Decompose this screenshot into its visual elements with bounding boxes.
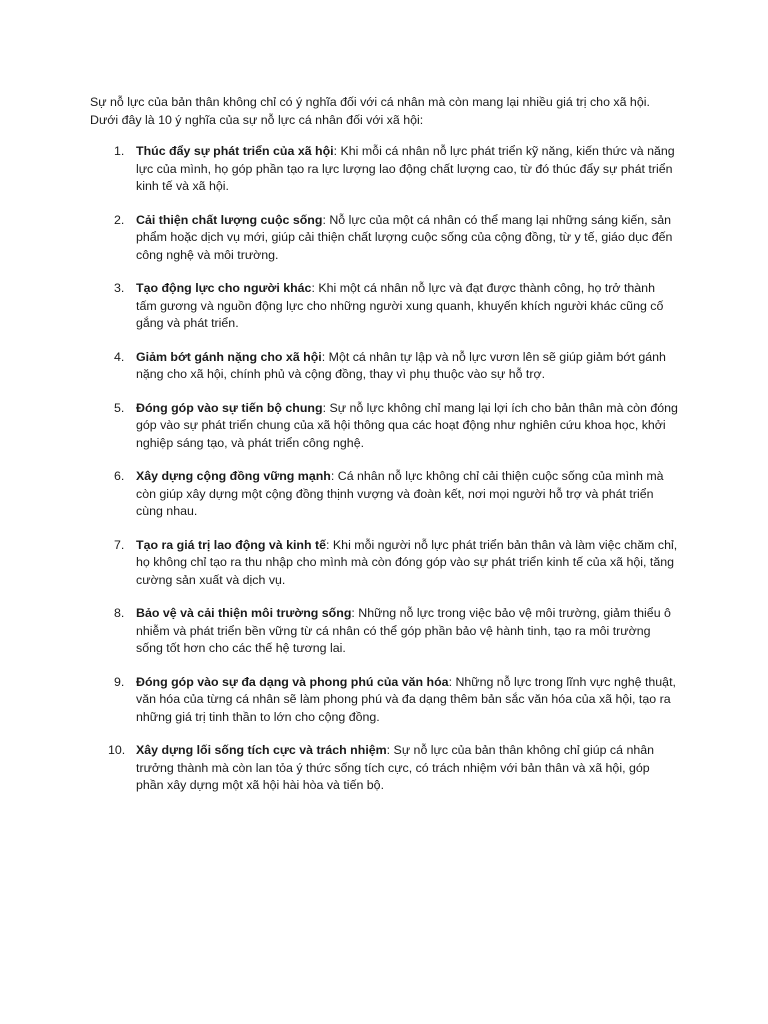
list-item xyxy=(90,674,678,727)
list-item-number: 5. xyxy=(114,400,125,415)
list-item xyxy=(90,212,678,265)
list-item xyxy=(90,143,678,196)
intro-line-1: Sự nỗ lực của bản thân không chỉ có ý nghĩa đối với cá nhân mà còn mang lại nhiều giá trị cho xã hội. xyxy=(90,95,650,109)
list-item-heading: Tạo ra giá trị lao động và kinh tế xyxy=(136,537,327,552)
list-item-heading: Cải thiện chất lượng cuộc sống xyxy=(136,212,323,227)
list-item-text: : Những nỗ lực trong việc bảo vệ môi trường, giảm thiểu ô nhiễm và phát triển bền vững từ cá nhân có thể góp phần bảo vệ hành tinh, tạo ra môi trường sống tốt hơn cho các thế hệ tương lai. xyxy=(136,606,671,655)
list-item xyxy=(90,349,678,384)
list-item xyxy=(90,400,678,453)
list-item-text: : Khi mỗi cá nhân nỗ lực phát triển kỹ năng, kiến thức và năng lực của mình, họ góp phần tạo ra lực lượng lao động chất lượng cao, từ đó thúc đẩy sự phát triển kinh tế và xã hội. xyxy=(136,144,675,193)
numbered-list xyxy=(90,143,678,795)
intro-paragraph xyxy=(90,94,678,129)
list-item-number: 9. xyxy=(114,674,125,689)
intro-line-2: Dưới đây là 10 ý nghĩa của sự nỗ lực cá nhân đối với xã hội: xyxy=(90,112,424,127)
list-item-heading: Đóng góp vào sự đa dạng và phong phú của văn hóa xyxy=(136,674,449,689)
list-item-number: 2. xyxy=(114,212,125,227)
list-item-number: 6. xyxy=(114,469,125,483)
list-item-number: 1. xyxy=(114,144,125,158)
list-item-heading: Xây dựng lối sống tích cực và trách nhiệm xyxy=(136,743,387,757)
list-item-text: : Sự nỗ lực không chỉ mang lại lợi ích cho bản thân mà còn đóng góp vào sự phát triển chung của xã hội thông qua các hoạt động như nghiên cứu khoa học, khởi nghiệp sáng tạo, và phát triển công nghệ. xyxy=(136,400,678,450)
list-item xyxy=(90,742,678,795)
list-item xyxy=(90,280,678,333)
list-item-text: : Một cá nhân tự lập và nỗ lực vươn lên sẽ giúp giảm bớt gánh nặng cho xã hội, chính phủ và cộng đồng, thay vì phụ thuộc vào sự hỗ trợ. xyxy=(136,349,666,381)
list-item-heading: Thúc đẩy sự phát triển của xã hội xyxy=(136,144,334,158)
list-item-number: 3. xyxy=(114,281,125,295)
list-item xyxy=(90,537,678,590)
list-item-text: : Nỗ lực của một cá nhân có thể mang lại những sáng kiến, sản phẩm hoặc dịch vụ mới, giúp cải thiện chất lượng cuộc sống của cộng đồng, từ y tế, giáo dục đến công nghệ và môi trường. xyxy=(136,212,673,262)
list-item-number: 4. xyxy=(114,349,125,364)
list-item-number: 8. xyxy=(114,606,125,620)
list-item-heading: Bảo vệ và cải thiện môi trường sống xyxy=(136,606,352,620)
list-item xyxy=(90,468,678,521)
list-item-heading: Giảm bớt gánh nặng cho xã hội xyxy=(136,349,322,364)
list-item-number: 7. xyxy=(114,537,125,552)
list-item-text: : Khi mỗi người nỗ lực phát triển bản thân và làm việc chăm chỉ, họ không chỉ tạo ra thu nhập cho mình mà còn đóng góp vào sự phát triển kinh tế của xã hội, tăng cường sản xuất và dịch vụ. xyxy=(136,537,678,587)
list-item-heading: Tạo động lực cho người khác xyxy=(136,281,312,295)
list-item-number: 10. xyxy=(108,743,126,757)
list-item-text: : Khi một cá nhân nỗ lực và đạt được thành công, họ trở thành tấm gương và nguồn động lực cho những người xung quanh, khuyến khích người khác cũng cố gắng và phát triển. xyxy=(136,281,664,330)
list-item-text: : Sự nỗ lực của bản thân không chỉ giúp cá nhân trưởng thành mà còn lan tỏa ý thức sống tích cực, có trách nhiệm với bản thân và xã hội, góp phần xây dựng một xã hội hài hòa và tiến bộ. xyxy=(136,743,655,792)
list-item-heading: Xây dựng cộng đồng vững mạnh xyxy=(136,469,331,483)
list-item xyxy=(90,605,678,658)
list-item-heading: Đóng góp vào sự tiến bộ chung xyxy=(136,400,323,415)
list-item-text: : Những nỗ lực trong lĩnh vực nghệ thuật, văn hóa của từng cá nhân sẽ làm phong phú và đa dạng thêm bản sắc văn hóa của xã hội, tạo ra những giá trị tinh thần to lớn cho cộng đồng. xyxy=(136,674,676,724)
list-item-text: : Cá nhân nỗ lực không chỉ cải thiện cuộc sống của mình mà còn giúp xây dựng một cộng đồng thịnh vượng và đoàn kết, nơi mọi người hỗ trợ và phát triển cùng nhau. xyxy=(136,469,664,518)
